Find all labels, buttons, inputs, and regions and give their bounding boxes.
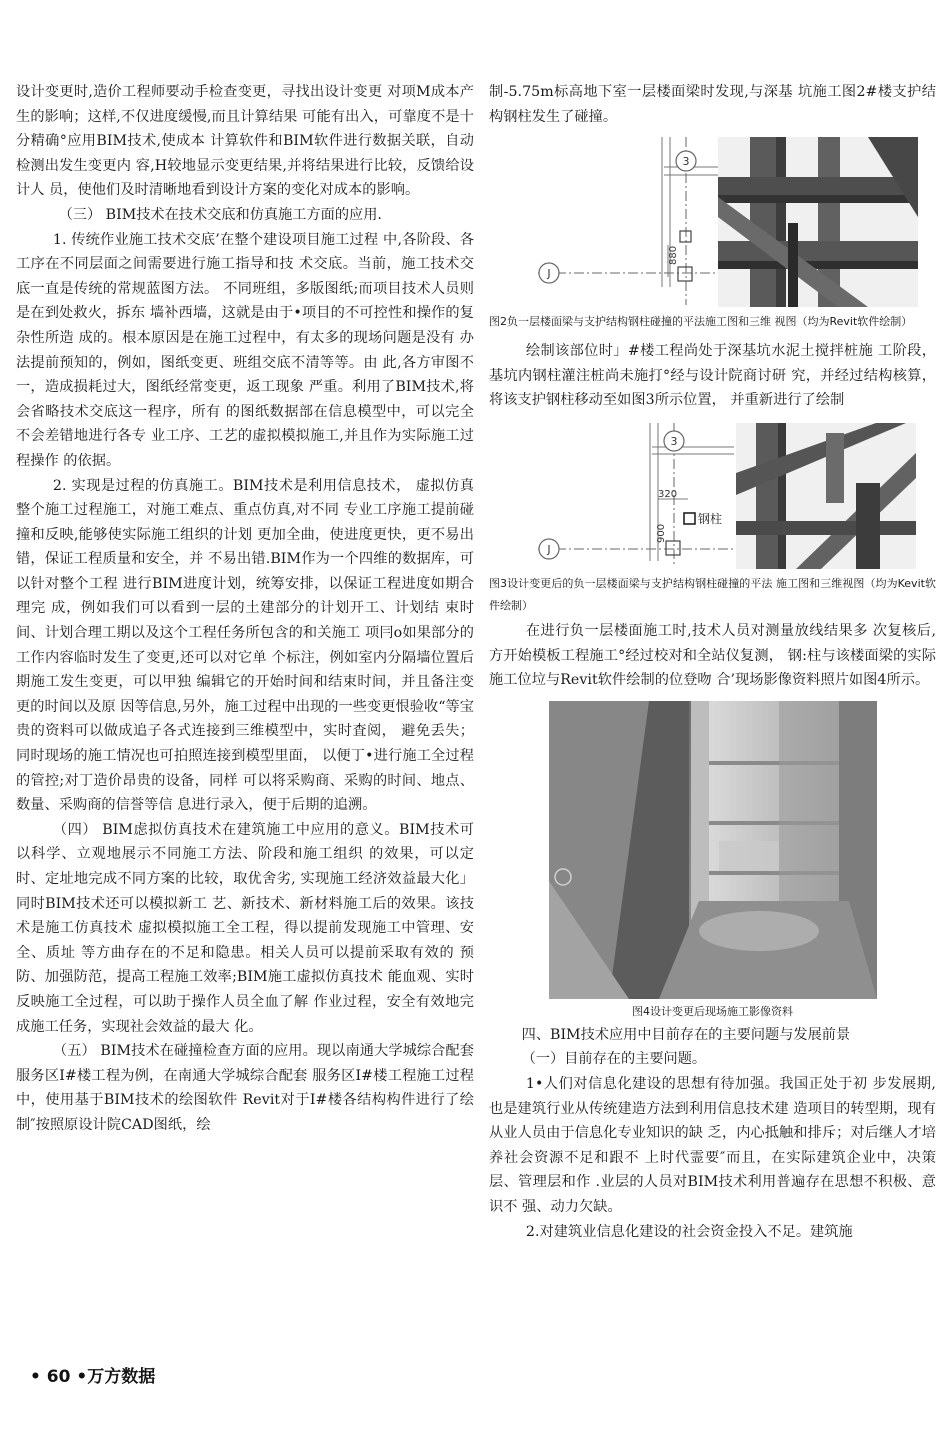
figure-2-3d-view [718, 137, 918, 307]
figure-3-grid-label-j: J [546, 542, 551, 556]
left-paragraph-1: 设计变更时,造价工程师要动手检查变更，寻找出设计变更 对项M成本产生的影响；这样,不仅进度缓慢,而且计算结果 可能有出入，可靠度不是十分精确°应用BIM技术,使成本 计算软件和BIM软件进行数据关联，自动检测出发生变更内 容,H较地显示变更结果,并将结果进行比较，反馈给设计人 员，使他们及时清晰地看到设计方案的变化对成本的影响。 [16, 84, 474, 199]
right-paragraph-5: 2.对建筑业信息化建设的社会资金投入不足。建筑施 [525, 1223, 853, 1240]
section-heading-4-1: （一）目前存在的主要问题。 [521, 1051, 707, 1068]
page-footer: • 60 •万方数据 [30, 1367, 156, 1387]
right-paragraph-4: 1•人们对信息化建设的思想有待加强。我国正处于初 步发展期,也是建筑行业从传统建造方法到利用信息技术建 造项目的转型期，现有从业人员由于信息化专业知识的缺 乏，内心抵触和排斥；对后继人才培养社会资源不足和跟不 上时代霊要″而且，在实际建筑企业中，决策层、管理层和作 .业层的人员对BIM技术利用普遍存在思想不积极、意识不 强、动力欠缺。 [489, 1075, 936, 1215]
figure-3-3d-view [736, 423, 916, 569]
right-paragraph-3: 在进行负一层楼面施工时,技术人员对测量放线结果多 次复核后,方开始模板工程施工°经过校对和全站仪复测， 钢:柱与该楼面梁的实际施工位垃与Revit软件绘制的位登吻 合’现场影像资料照片如图4所示。 [489, 622, 936, 689]
right-paragraph-2: 绘制该部位时」#楼工程尚处于深基坑水泥土搅拌桩施 工阶段，基坑内钢柱灌注桩尚未施打°经与设计院商讨研 究，并经过结构核算，将该支护钢柱移动至如图3所示位置， 并重新进行了绘制 [489, 343, 936, 409]
section-heading-4: 四、BIM技术应用中目前存在的主要问题与发展前景 [521, 1026, 851, 1043]
figure-3-grid-label-3: 3 [670, 434, 677, 448]
section-heading-3: （三） BIM技术在技术交底和仿真施工方面的应用. [58, 206, 382, 223]
left-paragraph-4: （四） BIM虑拟仿真技术在建筑施工中应用的意义。BIM技术可以科学、立观地展示不同施工方法、阶段和施工组织 的效果，可以定时、定址地完成不同方案的比较，取优舍劣, 实现施工经济效益最大化」同时BIM技术还可以模拟新工 艺、新技术、新材料施工后的效果。该技术是施工仿真技术 虚拟模拟施工全工程，得以提前发现施工中管理、安全、质址 等方曲存在的不足和隐患。相关人员可以提前采取有效的 预防、加强防范，提高工程施工效率;BIM施工虚拟仿真技术 能血观、实时反映施工全过程，可以助于操作人员全血了解 作业过程，安全有效地完成施工任务，实现社会效益的最大 化。 [16, 821, 474, 1035]
figure-4-site-photo [549, 701, 877, 999]
figure-2-grid-label-3: 3 [682, 155, 689, 169]
figure-3-caption: 图3设计变更后的负一层楼面梁与支护结构钢柱碰撞的平法 施工图和三维视图（均为Kevit软件绘制） [489, 576, 936, 612]
figure-2-dimension-label: 880 [667, 246, 679, 266]
figure-3 [508, 423, 918, 569]
figure-2 [508, 137, 918, 307]
left-paragraph-2: 1. 传统作业施工技术交底’在整个建设项目施工过程 中,各阶段、各工序在不同层面之间需要进行施工指导和技 术交底。当前，施工技术交底一直是传统的常规蓝图方法。 不同班组，多版图纸;而项目技术人员则是在到处救火，拆东 墙补西墙，这就是由于•项目的不可控性和操作的复杂性所造 成的。根本原因是在施工过程中，有太多的现场问题是没有 办法提前预知的，例如，图纸变更、班组交底不清等等。由 此,各方审图不一，造成损耗过大，图纸经常变更，返工现象 严重。利用了BIM技术,将会省略技术交底这一程序，所有 的图纸数据部在信息模型中，可以完全不会差错地进行各专 业工序、工艺的虚拟模拟施工,并且作为实际施工过程操作 的依据。 [16, 231, 474, 469]
left-column [16, 80, 474, 1138]
figure-3-dimension-label-900: 900 [655, 523, 667, 543]
left-paragraph-3: 2. 实现是过程的仿真施工。BIM技术是利用信息技术， 虚拟仿真整个施工过程施工，对施工难点、重点仿真,对不同 专业工序施工提前碰撞和反映,能够使实际施工组织的计划 更加全曲，使进度更快，更不易出错，保证工程质量和安全，并 不易出错.BIM作为一个四维的数据库，可以针对整个工程 进行BIM进度计划，统筹安排，以保证工程进度如期合理完 成，例如我们可以看到一层的土建部分的计划开工、计划结 束时间、计划合理工期以及这个工程任务所包含的和关施工 项冃o如果部分的工作内容临时发生了变更,还可以对它单 个标注，例如室内分隔墙位置后期施工发生变更，可以甲独 编辑它的开始时间和结束时间，并且备注变更的时间以及原 因等信息,另外，施工过程中出现的一些变更恨验收“等宝 贵的资料可以做成追子各式连接到三维模型中，实时査阅， 避免丢失；同时现场的施工情况也可拍照连接到模型里面， 以便丁•进行施工全过程的管控;对丁造价昂贵的设备，同样 可以将采购商、采购的时间、地点、数量、采购商的信誉等信 息进行录入，便于后期的追溯。 [16, 477, 474, 814]
right-column [489, 80, 936, 1244]
figure-3-dimension-label-320: 320 [657, 488, 677, 500]
figure-3-steel-column-label: 钢柱 [697, 511, 722, 526]
figure-2-caption: 图2负一层楼面梁与支护结构钢柱碰撞的平法施工图和三维 视图（均为Revit软件绘制） [489, 315, 913, 329]
figure-4-caption: 图4设计变更后现场施工影像资料 [632, 1004, 793, 1018]
figure-4-photo [549, 701, 877, 999]
left-paragraph-5: （五） BIM技术在碰撞检查方面的应用。现以南通大学城综合配套服务区I#楼工程为例，在南通大学城综合配套 服务区I#楼工程施工过程中，使用基于BIM技术的绘图软件 Revit对于I#楼各结构构件进行了绘制″按照原设计院CAD图纸，绘 [16, 1043, 474, 1133]
figure-2-grid-label-j: J [546, 267, 551, 281]
right-paragraph-1: 制-5.75m标高地下室一层楼面梁时发现,与深基 坑施工图2#楼支护结构钢柱发生了碰撞。 [489, 84, 936, 125]
